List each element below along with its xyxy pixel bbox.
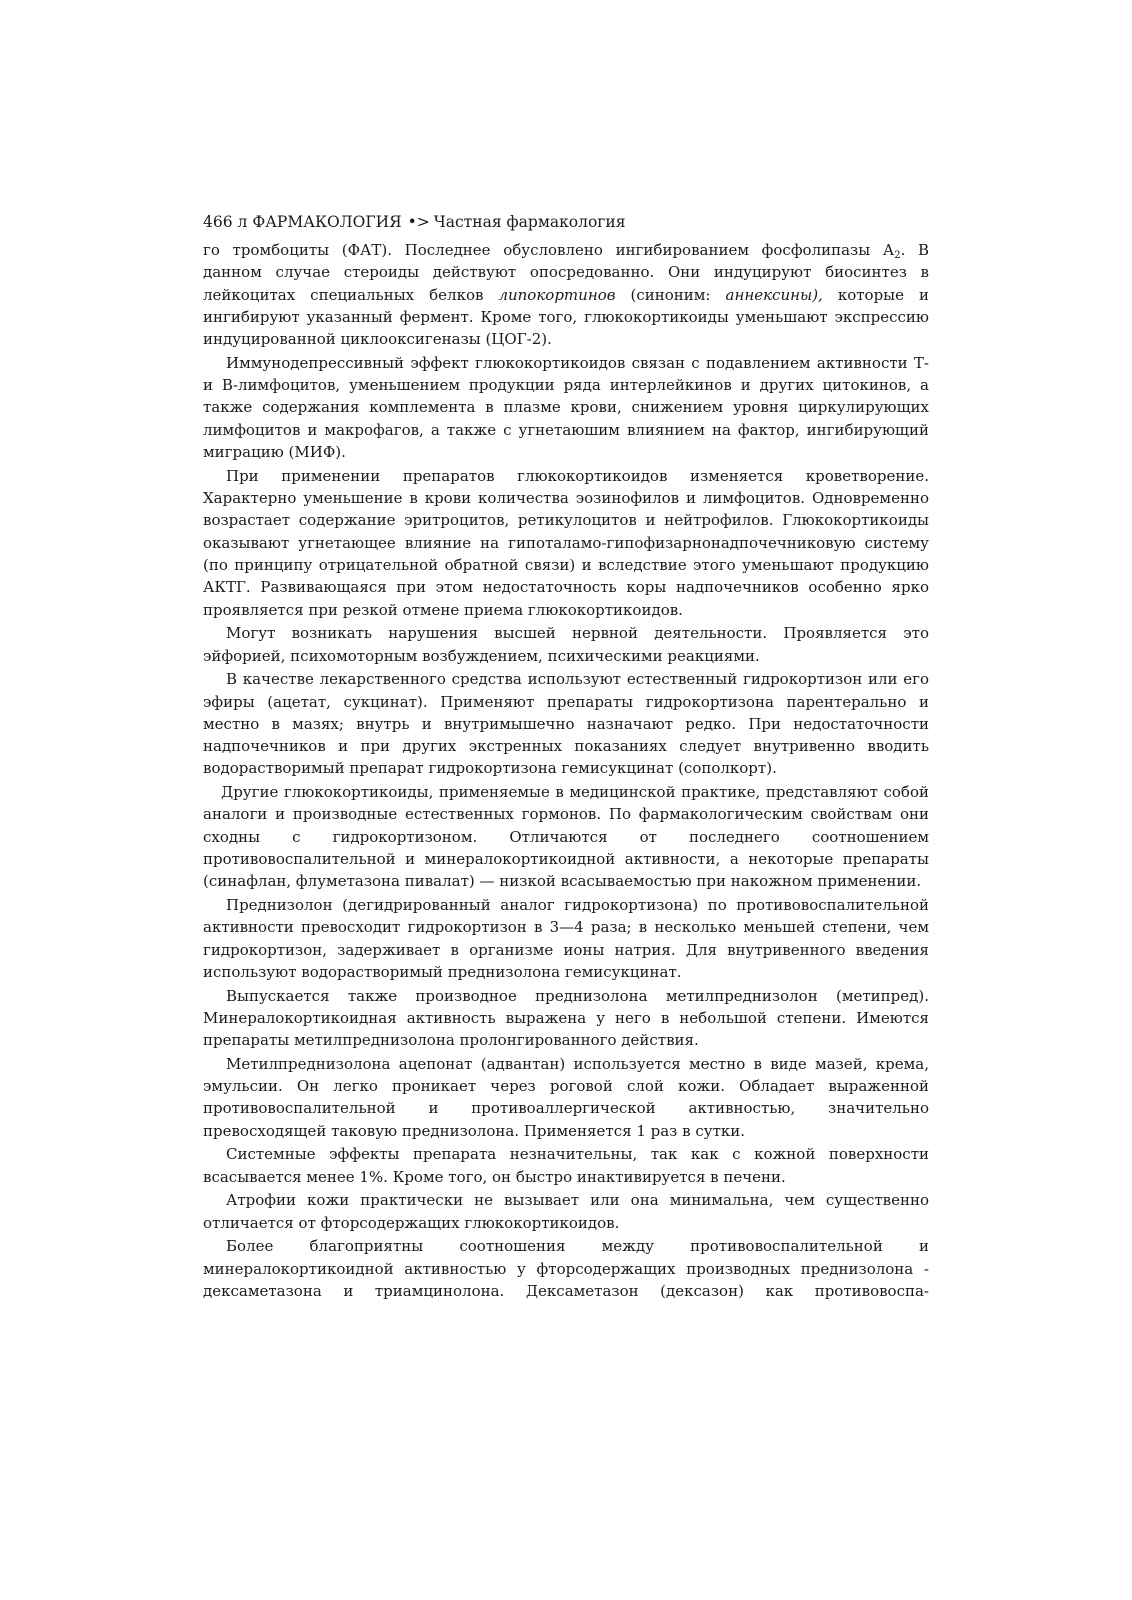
paragraph-7: Преднизолон (дегидрированный аналог гидрокортизона) по противовоспалительной активности превосходит гидрокортизон в 3—4 раза; в несколько меньшей степени, чем гидрокортизон, задерживает в организме ионы натрия. Для внутривенного введения используют водорастворимый преднизолона гемисукцинат. — [203, 895, 929, 981]
paragraph-11: Атрофии кожи практически не вызывает или она минимальна, чем существенно отличается от фторсодержащих глюкокортикоидов. — [203, 1191, 929, 1232]
paragraph-10: Системные эффекты препарата незначительны, так как с кожной поверхности всасывается менее 1%. Кроме того, он быстро инактивируется в печени. — [203, 1145, 929, 1186]
subscript: 2 — [894, 250, 901, 261]
paragraph-12: Более благоприятны соотношения между противовоспалительной и минералокортикоидной активностью у фторсодержащих производных преднизолона - дексаметазона и триамцинолона. Дексаметазон (дексазон) как противовоспа- — [203, 1237, 929, 1300]
paragraph-1-text-c: (синоним: — [615, 285, 726, 304]
page-number: 466 — [203, 213, 233, 231]
paragraph-3: При применении препаратов глюкокортикоидов изменяется кроветворение. Характерно уменьшение в крови количества эозинофилов и лимфоцитов. Одновременно возрастает содержание эритроцитов, ретикулоцитов и нейтрофилов. Глюкокортикоиды оказывают угнетающее влияние на гипоталамо-гипофизарнонадпочечниковую систему (по принципу отрицательной обратной связи) и вследствие этого уменьшают продукцию АКТГ. Развивающаяся при этом недостаточность коры надпочечников особенно ярко проявляется при резкой отмене приема глюкокортикоидов. — [203, 466, 929, 619]
paragraph-1-text-a: го тромбоциты (ФАТ). Последнее обусловлено ингибированием фосфолипазы А — [203, 241, 895, 259]
paragraph-2: Иммунодепрессивный эффект глюкокортикоидов связан с подавлением активности Т- и В-лимфоцитов, уменьшением продукции ряда интерлейкинов и других цитокинов, а также содержания комплемента в плазме крови, снижением уровня циркулирующих лимфоцитов и макрофагов, а также с угнетаюшим влиянием на фактор, ингибирующий миграцию (МИФ). — [203, 353, 929, 462]
book-title: ФАРМАКОЛОГИЯ — [252, 213, 402, 231]
header-separator: •> — [407, 213, 430, 231]
paragraph-9: Метилпреднизолона ацепонат (адвантан) используется местно в виде мазей, крема, эмульсии. Он легко проникает через роговой слой кожи. Обладает выраженной противовоспалительной и противоаллергической активностью, значительно превосходящей таковую преднизолона. Применяется 1 раз в сутки. — [203, 1054, 929, 1140]
paragraph-1-text-b: . В данном случае стероиды действуют опосредованно. Они индуцируют биосинтез в лейкоцитах специальных белков — [203, 241, 929, 304]
paragraph-5: В качестве лекарственного средства используют естественный гидрокортизон или его эфиры (ацетат, сукцинат). Применяют препараты гидрокортизона парентерально и местно в мазях; внутрь и внутримышечно назначают редко. При недостаточности надпочечников и при других экстренных показаниях следует внутривенно вводить водорастворимый препарат гидрокортизона гемисукцинат (сополкорт). — [203, 670, 929, 778]
paragraph-1 — [203, 239, 929, 350]
book-page — [203, 211, 929, 1304]
paragraph-1-text-d: которые и ингибируют указанный фермент. Кроме того, глюкокортикоиды уменьшают экспрессию индуцированной циклооксигеназы (ЦОГ-2). — [203, 285, 930, 349]
paragraph-6: Другие глюкокортикоиды, применяемые в медицинской практике, представляют собой аналоги и производные естественных гормонов. По фармакологическим свойствам они сходны с гидрокортизоном. Отличаются от последнего соотношением противовоспалительной и минералокортикоидной активности, а некоторые препараты (синафлан, флуметазона пивалат) — низкой всасываемостью при накожном применении. — [203, 783, 929, 891]
italic-term-annexins: аннексины), — [725, 285, 823, 304]
body-text — [203, 239, 929, 1302]
italic-term-lipocortins: липокортинов — [498, 285, 616, 304]
running-head — [203, 211, 929, 233]
paragraph-4: Могут возникать нарушения высшей нервной деятельности. Проявляется это эйфорией, психомоторным возбуждением, психическими реакциями. — [203, 624, 929, 665]
paragraph-8: Выпускается также производное преднизолона метилпреднизолон (метипред). Минералокортикоидная активность выражена у него в небольшой степени. Имеются препараты метилпреднизолона пролонгированного действия. — [203, 986, 929, 1050]
header-marker: л — [237, 213, 248, 231]
section-title: Частная фармакология — [433, 213, 626, 231]
